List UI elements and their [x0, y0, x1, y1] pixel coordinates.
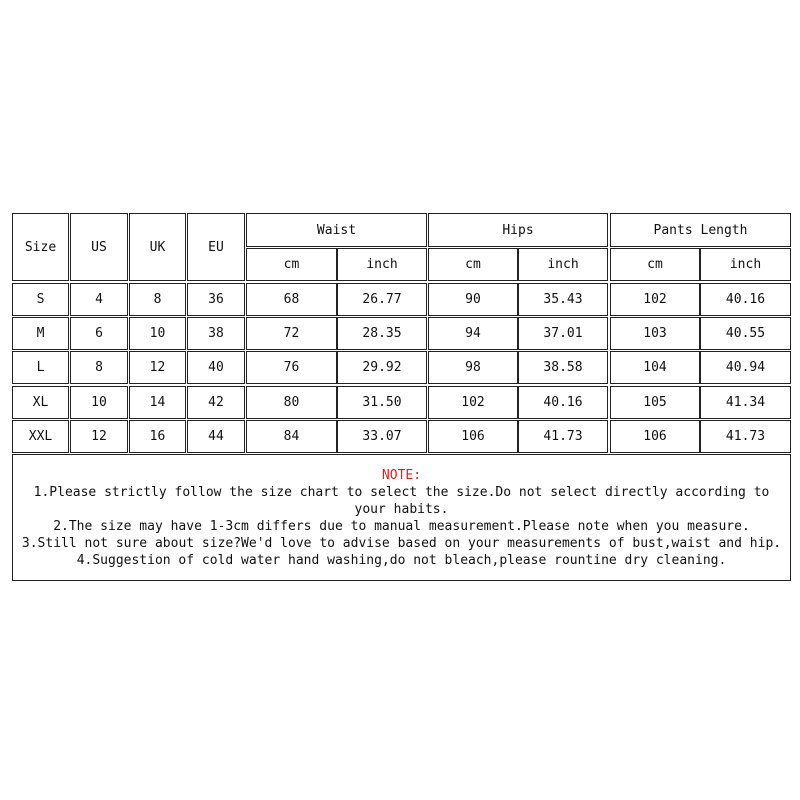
- cell-hips-inch: 41.73: [518, 420, 608, 453]
- header-waist-cm: cm: [246, 248, 337, 281]
- cell-pants-cm: 104: [610, 351, 700, 384]
- cell-us: 12: [70, 420, 128, 453]
- cell-pants-cm: 103: [610, 317, 700, 350]
- header-pants-length-cm: cm: [610, 248, 700, 281]
- cell-us: 4: [70, 283, 128, 316]
- notes-panel: [12, 454, 791, 581]
- header-waist: Waist: [246, 213, 427, 247]
- header-us: US: [70, 213, 128, 281]
- cell-size: L: [12, 351, 69, 384]
- cell-hips-cm: 102: [428, 386, 518, 419]
- cell-eu: 44: [187, 420, 245, 453]
- cell-waist-inch: 26.77: [337, 283, 427, 316]
- cell-pants-cm: 106: [610, 420, 700, 453]
- cell-eu: 42: [187, 386, 245, 419]
- cell-uk: 16: [129, 420, 186, 453]
- note-title: NOTE:: [381, 468, 422, 483]
- header-uk: UK: [129, 213, 186, 281]
- cell-pants-inch: 41.34: [700, 386, 791, 419]
- cell-pants-cm: 105: [610, 386, 700, 419]
- header-waist-inch: inch: [337, 248, 427, 281]
- cell-us: 10: [70, 386, 128, 419]
- cell-size: M: [12, 317, 69, 350]
- note-line-3: 3.Still not sure about size?We'd love to advise based on your measurements of bust,waist and hip.: [21, 536, 782, 551]
- cell-pants-inch: 40.16: [700, 283, 791, 316]
- cell-pants-inch: 40.55: [700, 317, 791, 350]
- cell-eu: 36: [187, 283, 245, 316]
- cell-hips-inch: 38.58: [518, 351, 608, 384]
- cell-hips-cm: 98: [428, 351, 518, 384]
- cell-uk: 10: [129, 317, 186, 350]
- cell-waist-inch: 29.92: [337, 351, 427, 384]
- cell-us: 6: [70, 317, 128, 350]
- cell-pants-inch: 41.73: [700, 420, 791, 453]
- cell-hips-cm: 90: [428, 283, 518, 316]
- cell-eu: 40: [187, 351, 245, 384]
- header-eu: EU: [187, 213, 245, 281]
- cell-waist-cm: 76: [246, 351, 337, 384]
- header-pants-length: Pants Length: [610, 213, 791, 247]
- note-line-2: 2.The size may have 1-3cm differs due to manual measurement.Please note when you measure.: [53, 519, 750, 534]
- cell-pants-inch: 40.94: [700, 351, 791, 384]
- cell-hips-inch: 37.01: [518, 317, 608, 350]
- cell-uk: 8: [129, 283, 186, 316]
- cell-uk: 12: [129, 351, 186, 384]
- header-pants-length-inch: inch: [700, 248, 791, 281]
- cell-pants-cm: 102: [610, 283, 700, 316]
- cell-waist-inch: 31.50: [337, 386, 427, 419]
- cell-us: 8: [70, 351, 128, 384]
- header-hips-inch: inch: [518, 248, 608, 281]
- cell-hips-inch: 40.16: [518, 386, 608, 419]
- cell-size: S: [12, 283, 69, 316]
- cell-waist-cm: 80: [246, 386, 337, 419]
- cell-waist-inch: 28.35: [337, 317, 427, 350]
- cell-hips-inch: 35.43: [518, 283, 608, 316]
- cell-hips-cm: 106: [428, 420, 518, 453]
- cell-waist-cm: 72: [246, 317, 337, 350]
- cell-size: XL: [12, 386, 69, 419]
- cell-eu: 38: [187, 317, 245, 350]
- cell-waist-cm: 84: [246, 420, 337, 453]
- note-line-1: 1.Please strictly follow the size chart to select the size.Do not select directly according to your habits.: [33, 485, 770, 517]
- cell-hips-cm: 94: [428, 317, 518, 350]
- header-hips: Hips: [428, 213, 608, 247]
- header-hips-cm: cm: [428, 248, 518, 281]
- cell-waist-cm: 68: [246, 283, 337, 316]
- header-size: Size: [12, 213, 69, 281]
- cell-size: XXL: [12, 420, 69, 453]
- note-line-4: 4.Suggestion of cold water hand washing,do not bleach,please rountine dry cleaning.: [76, 553, 727, 568]
- cell-waist-inch: 33.07: [337, 420, 427, 453]
- cell-uk: 14: [129, 386, 186, 419]
